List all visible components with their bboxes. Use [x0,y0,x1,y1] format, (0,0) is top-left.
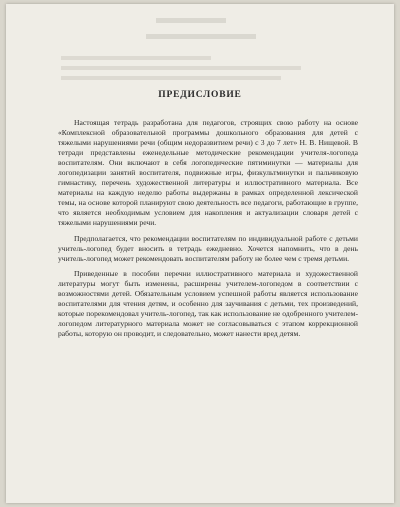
bleed-through-mark [61,76,281,80]
paragraph: Настоящая тетрадь разработана для педагогов, строящих свою работу на основе «Комплексной образовательной программы дошкольного образования для детей с тяжелыми нарушениями речи (общим недоразвитием речи) с 3 до 7 лет» Н. В. Нищевой. В тетради представлены еженедельные методические рекомендации учителя-логопеда воспитателям. Они включают в себя логопедические пятиминутки — материалы для логопедизации занятий воспитателя, подвижные игры, физкультминутки и пальчиковую гимнастику, перечень художественной литературы и иллюстративного материала. Все материалы на каждую неделю работы выдержаны в рамках определенной лексической темы, на основе которой планируют свою деятельность все педагоги, работающие в группе, что является необходимым условием для накопления и актуализации словаря детей с тяжелыми нарушениями речи. [58,118,358,228]
preface-body [58,118,358,344]
paragraph: Приведенные в пособии перечни иллюстративного материала и художественной литературы могут быть изменены, расширены учителем-логопедом в соответствии с возможностями детей. Обязательным условием успешной работы является использование воспитателями для чтения детям, и особенно для заучивания с детьми, тех произведений, которые порекомендовал учитель-логопед, так как использование не одобренного учителем-логопедом литературного материала может не согласовываться с этапом коррекционной работы, которую он проводит, и следовательно, может нанести вред детям. [58,268,358,338]
document-page [6,4,394,503]
page-title: ПРЕДИСЛОВИЕ [158,90,242,100]
bleed-through-mark [146,34,256,39]
bleed-through-mark [61,66,301,70]
bleed-through-mark [61,56,211,60]
bleed-through-mark [156,18,226,23]
paragraph: Предполагается, что рекомендации воспитателям по индивидуальной работе с детьми учитель-логопед будет вносить в тетрадь ежедневно. Хочется напомнить, что в день учитель-логопед может рекомендовать воспитателям работу не более чем с тремя детьми. [58,233,358,263]
